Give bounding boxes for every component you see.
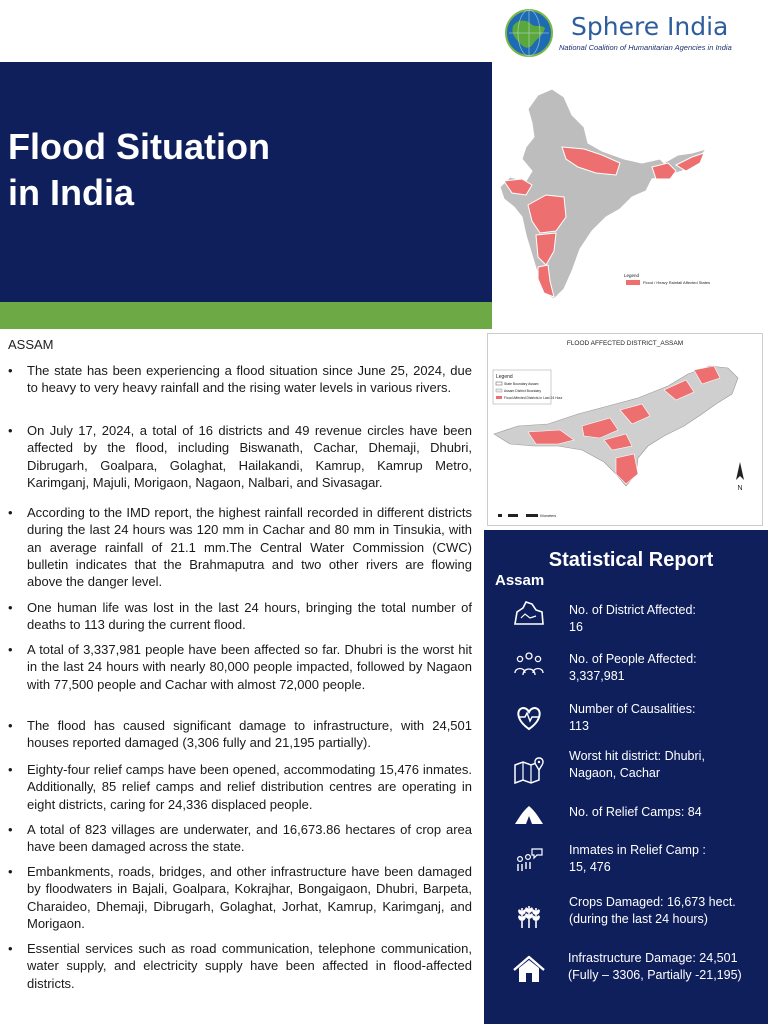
india-legend-item: Flood / Heavy Rainfall Affected States [643, 280, 711, 285]
bullet-item: • The flood has caused significant damage to infrastructure, with 24,501 houses reported damaged (3,306 fully and 21,195 partially). [8, 718, 472, 751]
india-legend-title: Legend [624, 273, 640, 278]
title-line-1: Flood Situation [8, 126, 270, 167]
stat-value: 15, 476 [569, 859, 611, 874]
bullet-text: On July 17, 2024, a total of 16 districts and 49 revenue circles have been affected by the flood, including Biswanath, Cachar, Dhemaji, Dhubri, Dibrugarh, Goalpara, Golaghat, Hailakandi, Kamrup, Kamrup Metro, Karimganj, Majuli, Morigaon, Nagaon, Nalbari, and Sivasagar. [27, 423, 472, 490]
title-line-2: in India [8, 172, 134, 213]
stat-value: (during the last 24 hours) [569, 911, 708, 926]
bullet-text: The flood has caused significant damage to infrastructure, with 24,501 houses reported damaged (3,306 fully and 21,195 partially). [27, 718, 472, 751]
india-flood-map [492, 67, 768, 325]
stat-label: Number of Causalities: [569, 702, 696, 716]
globe-logo-icon [503, 8, 555, 58]
scale-label: Kilometers [540, 514, 557, 518]
sphere-india-logo [503, 8, 763, 58]
assam-legend-title: Legend [496, 374, 513, 380]
tent-icon [512, 798, 546, 828]
map-pin-icon [512, 755, 546, 785]
page-title [8, 124, 270, 216]
stat-label: Inmates in Relief Camp : [569, 843, 706, 857]
wheat-crop-icon [512, 900, 546, 930]
stat-value: Nagaon, Cachar [569, 765, 661, 780]
stat-text [569, 894, 765, 927]
bullet-item: • According to the IMD report, the highest rainfall recorded in different districts during the last 24 hours was 120 mm in Cachar and 80 mm in Tinsukia, with an average rainfall of 21.1 mm.The Central Water Commission (CWC) bulletin indicates that the Brahmaputra and two other rivers are flowing above the danger level. [8, 505, 472, 590]
stats-region: Assam [495, 572, 545, 589]
assam-legend-item-0: State Boundary Assam [504, 382, 539, 386]
bullet-item: • A total of 3,337,981 people have been affected so far. Dhubri is the worst hit in the last 24 hours with nearly 80,000 people impacted, followed by Nagaon with 77,500 people and Cachar with almost 72,000 people. [8, 642, 472, 692]
org-name: Sphere India [571, 12, 729, 41]
stat-text [569, 804, 765, 821]
stat-text [569, 701, 765, 734]
bullet-item: • On July 17, 2024, a total of 16 districts and 49 revenue circles have been affected by the flood, including Biswanath, Cachar, Dhemaji, Dhubri, Dibrugarh, Goalpara, Golaghat, Hailakandi, Kamrup, Kamrup Metro, Karimganj, Majuli, Morigaon, Nagaon, Nalbari, and Sivasagar. [8, 423, 472, 490]
camp-inmates-icon [512, 843, 546, 873]
bullet-item: • A total of 823 villages are underwater, and 16,673.86 hectares of crop area have been damaged across the state. [8, 822, 472, 855]
assam-legend-item-1: Assam District Boundary [504, 389, 542, 393]
assam-legend-item-2: Flood Affected Districts in Last 24 Hour [504, 396, 563, 400]
stat-text [569, 842, 765, 875]
district-map-icon [512, 598, 546, 628]
stat-value: 16 [569, 619, 583, 634]
stat-text [569, 602, 765, 635]
stat-value: 113 [569, 718, 589, 733]
bullet-item: • One human life was lost in the last 24 hours, bringing the total number of deaths to 113 during the current flood. [8, 600, 472, 633]
statistical-report-panel [484, 530, 768, 1024]
assam-map-title: FLOOD AFFECTED DISTRICT_ASSAM [566, 340, 684, 347]
people-group-icon [512, 649, 546, 679]
stat-label: Infrastructure Damage: 24,501 [568, 951, 738, 965]
hero-banner [0, 62, 492, 302]
stats-title: Statistical Report [548, 549, 714, 571]
stat-value: (Fully – 3306, Partially -21,195) [568, 967, 742, 982]
bullet-item: • Embankments, roads, bridges, and other infrastructure have been damaged by floodwaters in Bajali, Goalpara, Kokrajhar, Bongaigaon, Dhubri, Barpeta, Charaideo, Dhemaji, Dibrugarh, Golaghat, Jorhat, Kamrup, Karimganj, and Morigaon. [8, 864, 472, 931]
stat-label: No. of Relief Camps: 84 [569, 805, 702, 819]
bullet-text: Eighty-four relief camps have been opened, accommodating 15,476 inmates. Additionally, 85 relief camps and relief distribution centres are operating in eight districts, caring for 24,336 displaced people. [27, 762, 472, 812]
assam-district-map [487, 333, 763, 526]
bullet-text: The state has been experiencing a flood situation since June 25, 2024, due to heavy to very heavy rainfall and the rising water levels in various rivers. [27, 363, 472, 396]
north-label: N [737, 485, 743, 492]
bullet-text: One human life was lost in the last 24 hours, bringing the total number of deaths to 113 during the current flood. [27, 600, 472, 633]
stat-text [569, 651, 765, 684]
heartbeat-hand-icon [512, 703, 546, 733]
accent-bar [0, 302, 492, 329]
region-heading: ASSAM [8, 337, 54, 352]
stat-label: Worst hit district: Dhubri, [569, 749, 705, 763]
bullet-text: A total of 3,337,981 people have been affected so far. Dhubri is the worst hit in the last 24 hours with nearly 80,000 people impacted, followed by Nagaon with 77,500 people and Cachar with almost 72,000 people. [27, 642, 472, 692]
stat-text [569, 748, 765, 781]
bullet-text: A total of 823 villages are underwater, and 16,673.86 hectares of crop area have been damaged across the state. [27, 822, 472, 855]
india-map-graphic [492, 67, 768, 325]
assam-map-graphic [488, 334, 762, 525]
bullet-item: • The state has been experiencing a flood situation since June 25, 2024, due to heavy to very heavy rainfall and the rising water levels in various rivers. [8, 363, 472, 396]
bullet-item: • Essential services such as road communication, telephone communication, water supply, and electricity supply have been affected in flood-affected districts. [8, 941, 472, 991]
stat-value: 3,337,981 [569, 668, 625, 683]
north-arrow-icon [736, 462, 744, 480]
bullet-item: • Eighty-four relief camps have been opened, accommodating 15,476 inmates. Additionally, 85 relief camps and relief distribution centres are operating in eight districts, caring for 24,336 displaced people. [8, 762, 472, 812]
bullet-text: Essential services such as road communication, telephone communication, water supply, and electricity supply have been affected in flood-affected districts. [27, 941, 472, 991]
bullet-text: Embankments, roads, bridges, and other infrastructure have been damaged by floodwaters in Bajali, Goalpara, Kokrajhar, Bongaigaon, Dhubri, Barpeta, Charaideo, Dhemaji, Dibrugarh, Golaghat, Jorhat, Kamrup, Karimganj, and Morigaon. [27, 864, 472, 931]
stat-text [568, 950, 768, 983]
org-tagline: National Coalition of Humanitarian Agencies in India [559, 43, 732, 52]
stat-label: No. of People Affected: [569, 652, 697, 666]
house-icon [512, 954, 546, 984]
stat-label: Crops Damaged: 16,673 hect. [569, 895, 736, 909]
bullet-text: According to the IMD report, the highest rainfall recorded in different districts during the last 24 hours was 120 mm in Cachar and 80 mm in Tinsukia, with an average rainfall of 21.1 mm.The Central Water Commission (CWC) bulletin indicates that the Brahmaputra and two other rivers are flowing above the danger level. [27, 505, 472, 590]
stat-label: No. of District Affected: [569, 603, 696, 617]
